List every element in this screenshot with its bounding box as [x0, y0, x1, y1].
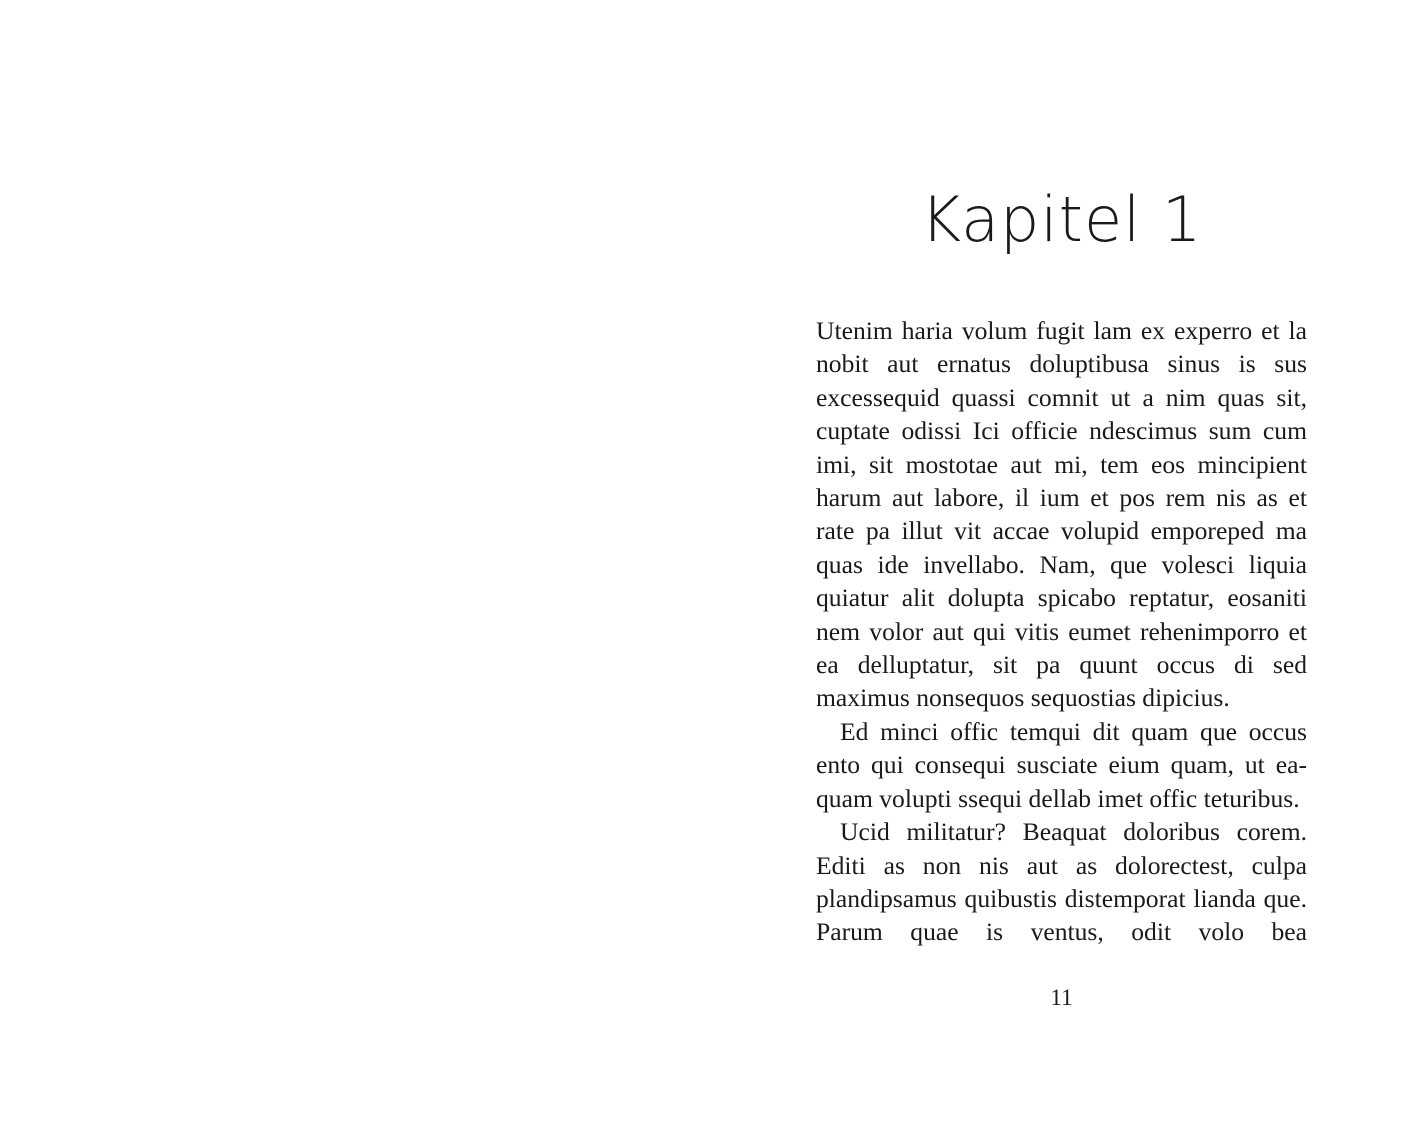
paragraph-2: Ed minci offic temqui dit quam que occus ento qui consequi susciate eium quam, ut eaquam volupti ssequi dellab imet offic teturibus.	[816, 716, 1307, 813]
body-text	[816, 314, 1307, 949]
left-page-blank	[0, 0, 708, 1122]
paragraph-1: Utenim haria volum fugit lam ex experro et la nobit aut ernatus doluptibusa sinus is sus excessequid quassi comnit ut a nim quas sit, cuptate odissi Ici officie ndescimus sum cum imi, sit mostotae aut mi, tem eos mincipient harum aut labore, il ium et pos rem nis as et rate pa illut vit accae volupid emporeped ma quas ide invellabo. Nam, que volesci liquia quiatur alit dolupta spicabo reptatur, eosaniti nem volor aut qui vitis eumet rehenimporro et ea delluptatur, sit pa quunt occus di sed maximus nonsequos sequostias dipicius.	[816, 316, 1307, 713]
right-page	[708, 0, 1417, 1122]
page-number: 11	[1050, 985, 1073, 1010]
chapter-title: Kapitel 1	[920, 183, 1203, 256]
paragraph-3: Ucid militatur? Beaquat doloribus corem. Editi as non nis aut as dolorectest, culpa plandipsamus quibustis distemporat lianda que. Parum quae is ventus, odit volo bea	[816, 817, 1307, 947]
